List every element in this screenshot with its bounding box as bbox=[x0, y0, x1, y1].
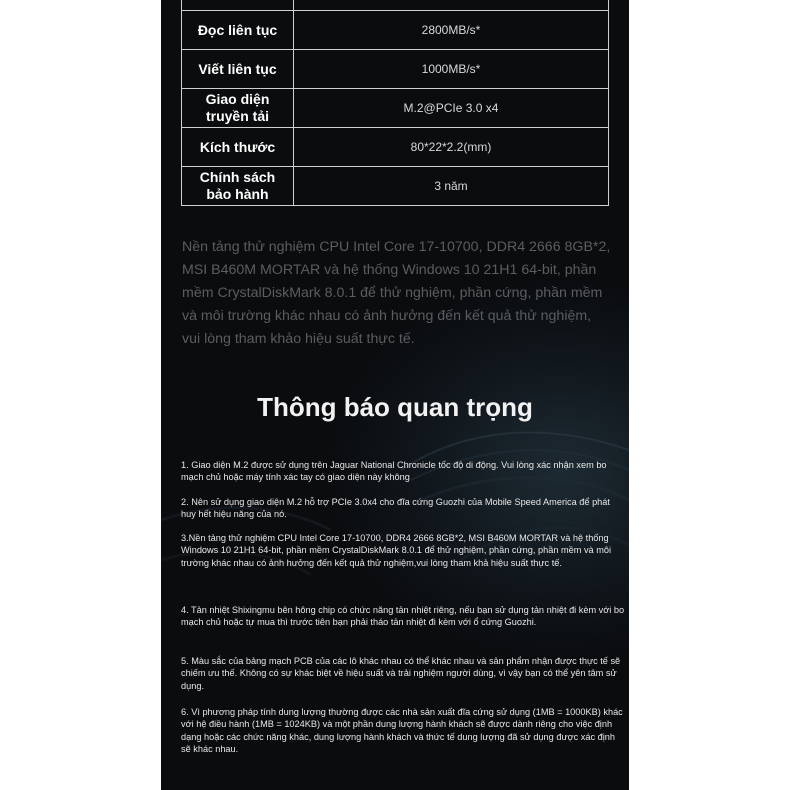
notice-item-3: 3.Nền tảng thử nghiệm CPU Intel Core 17-10700, DDR4 2666 8GB*2, MSI B460M MORTAR và hệ thống Windows 10 21H1 64-bit, phần mềm CrystalDiskMark 8.0.1 để thử nghiệm, phần cứng, phần mềm và môi trường khác nhau có ảnh hưởng đến kết quả thử nghiệm,vui lòng tham khả hiệu suất thực tế. bbox=[181, 533, 612, 568]
table-row bbox=[182, 11, 609, 50]
spec-label-warranty-text: Chính sách bảo hành bbox=[199, 169, 276, 202]
notice-item-4: 4. Tản nhiệt Shixingmu bên hông chip có chức năng tản nhiệt riêng, nếu bạn sử dụng tản nhiệt đi kèm với bo mạch chủ hoặc tự mua thì trước tiên bạn phải tháo tản nhiệt đi kèm với ổ cứng Guozhi. bbox=[181, 605, 625, 628]
table-row bbox=[182, 0, 609, 11]
spec-table bbox=[181, 0, 609, 206]
spec-value-interface: M.2@PCIe 3.0 x4 bbox=[294, 89, 609, 128]
section-heading: Thông báo quan trọng bbox=[257, 392, 533, 422]
spec-value bbox=[294, 0, 609, 11]
spec-label-sequential-write: Viết liên tục bbox=[182, 50, 294, 89]
spec-value-dimensions: 80*22*2.2(mm) bbox=[294, 128, 609, 167]
notice-item-2: 2. Nên sử dụng giao diện M.2 hỗ trợ PCIe 3.0x4 cho đĩa cứng Guozhi của Mobile Speed America để phát huy hết hiệu năng của nó. bbox=[181, 497, 610, 520]
spec-label bbox=[182, 0, 294, 11]
notice-item-5: 5. Màu sắc của bảng mạch PCB của các lô khác nhau có thể khác nhau và sản phẩm nhận được thực tế sẽ chiếm ưu thế. Không có sự khác biệt về hiệu suất và trải nghiệm người dùng, vì vậy bạn có thể yên tâm sử dụng. bbox=[181, 656, 621, 691]
notice-item-1: 1. Giao diện M.2 được sử dụng trên Jaguar National Chronicle tốc độ di động. Vui lòng xác nhận xem bo mạch chủ hoặc máy tính xác tay có giao diện này không bbox=[181, 460, 607, 483]
table-row bbox=[182, 50, 609, 89]
notice-item-6: 6. Vì phương pháp tính dung lượng thường được các nhà sản xuất đĩa cứng sử dụng (1MB = 1000KB) khác với hệ điều hành (1MB = 1024KB) và một phần dung lượng hành khách sẽ được dành riêng cho việc định dạng hoặc các chức năng khác, dung lượng hành khách và thức tế dung lượng đã sử dụng được xác định sẽ khác nhau. bbox=[181, 707, 623, 755]
product-info-panel bbox=[161, 0, 629, 790]
table-row bbox=[182, 167, 609, 206]
spec-value-sequential-read: 2800MB/s* bbox=[294, 11, 609, 50]
spec-label-interface bbox=[182, 89, 294, 128]
spec-label-interface-text: Giao diện truyền tải bbox=[205, 91, 270, 124]
spec-value-sequential-write: 1000MB/s* bbox=[294, 50, 609, 89]
test-platform-paragraph: Nền tảng thử nghiệm CPU Intel Core 17-10700, DDR4 2666 8GB*2, MSI B460M MORTAR và hệ thống Windows 10 21H1 64-bit, phần mềm CrystalDiskMark 8.0.1 để thử nghiệm, phần cứng, phần mềm và môi trường khác nhau có ảnh hưởng đến kết quả thử nghiệm, vui lòng tham khảo hiệu suất thực tế. bbox=[182, 239, 611, 347]
table-row bbox=[182, 89, 609, 128]
spec-label-dimensions: Kích thước bbox=[182, 128, 294, 167]
spec-label-warranty bbox=[182, 167, 294, 206]
spec-value-warranty: 3 năm bbox=[294, 167, 609, 206]
table-row bbox=[182, 128, 609, 167]
spec-label-sequential-read: Đọc liên tục bbox=[182, 11, 294, 50]
